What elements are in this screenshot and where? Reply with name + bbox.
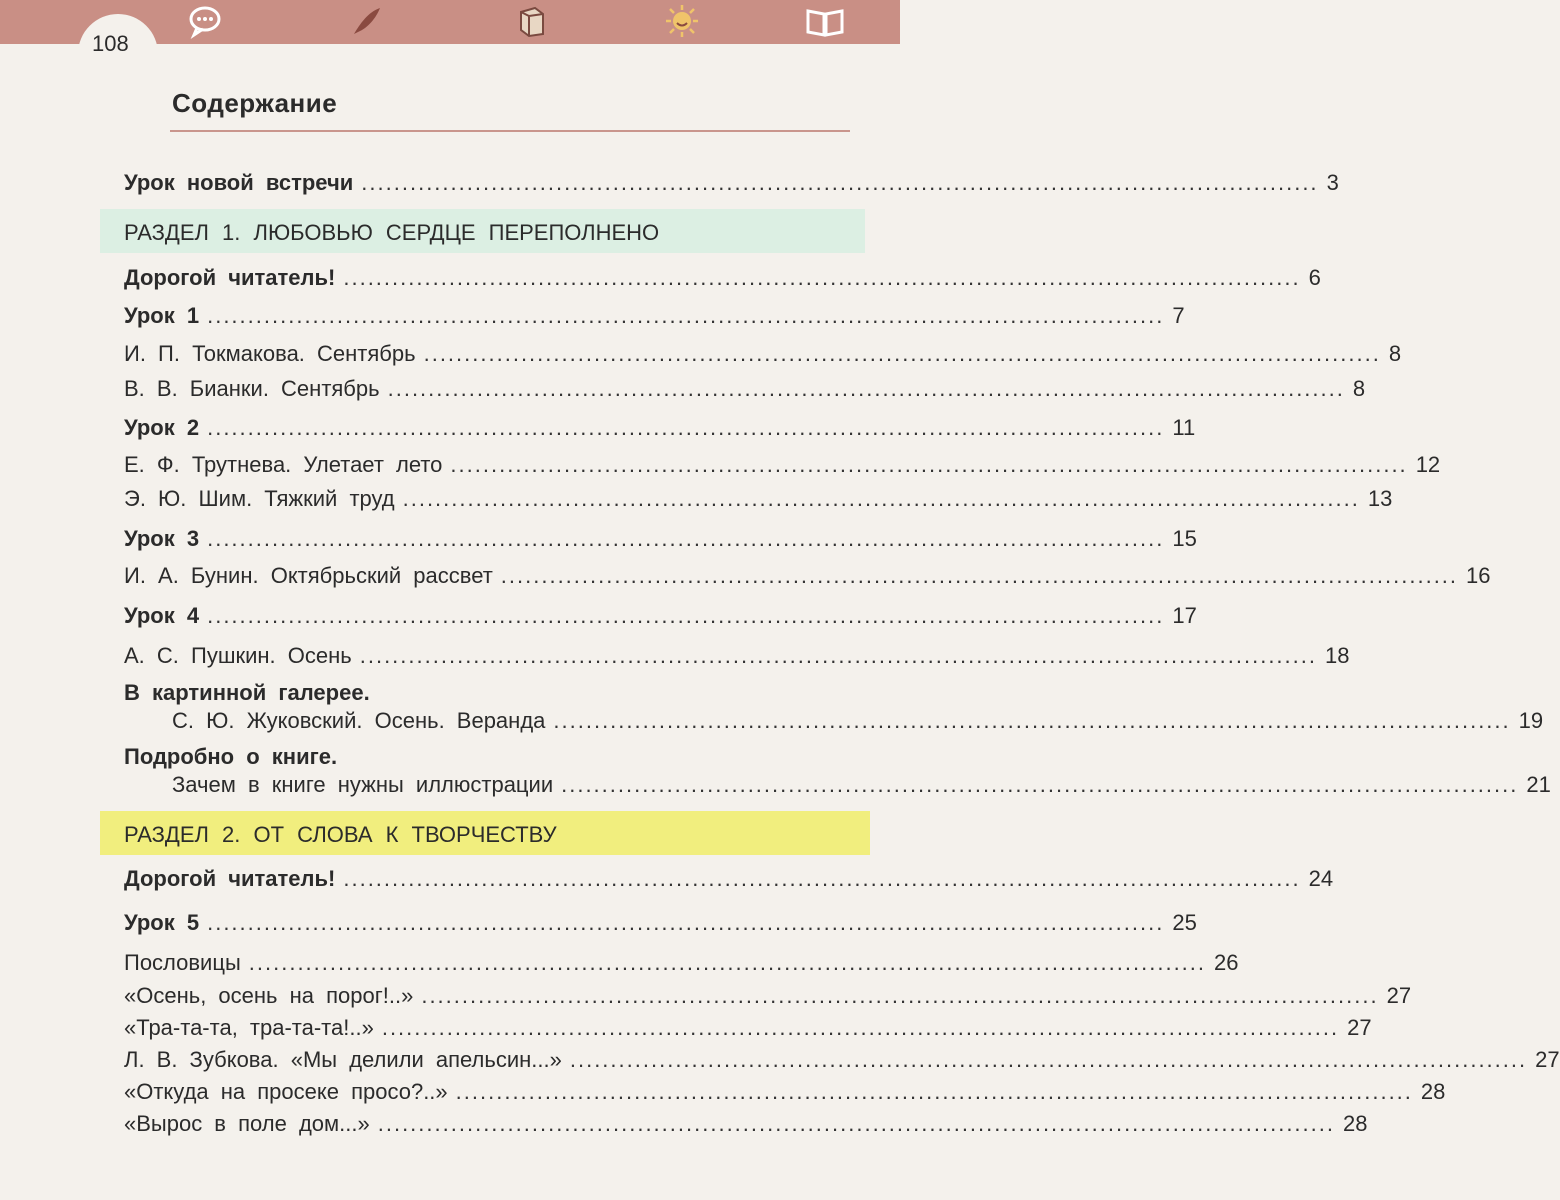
toc-entry[interactable]: Урок новой встречи ...................................................................................................................... 3 <box>124 170 1339 195</box>
toc-entry[interactable]: Пословицы ...................................................................................................................... 26 <box>124 950 1239 975</box>
toc-entry[interactable]: А. С. Пушкин. Осень ...................................................................................................................... 18 <box>124 643 1350 668</box>
subheading-gallery: В картинной галерее. <box>124 680 370 705</box>
speech-bubble-icon <box>188 4 222 38</box>
page-number: 108 <box>92 31 129 56</box>
toc-entry[interactable]: В. В. Бианки. Сентябрь ...................................................................................................................... 8 <box>124 376 1366 401</box>
subheading-about-book: Подробно о книге. <box>124 744 338 769</box>
toc-entry[interactable]: Дорогой читатель! ...................................................................................................................... 6 <box>124 265 1321 290</box>
toc-entry[interactable]: Урок 2 ...................................................................................................................... 11 <box>124 415 1196 440</box>
toc-entry[interactable]: Зачем в книге нужны иллюстрации ...................................................................................................................... 21 <box>172 772 1551 797</box>
toc-entry[interactable]: «Тра-та-та, тра-та-та!..» ...................................................................................................................... 27 <box>124 1015 1372 1040</box>
toc-entry[interactable]: Дорогой читатель! ...................................................................................................................... 24 <box>124 866 1334 891</box>
section-2-heading: РАЗДЕЛ 2. ОТ СЛОВА К ТВОРЧЕСТВУ <box>124 822 557 847</box>
toc-entry[interactable]: Урок 3 ...................................................................................................................... 15 <box>124 526 1197 551</box>
toc-entry[interactable]: Урок 1 ...................................................................................................................... 7 <box>124 303 1185 328</box>
open-book-icon <box>805 4 845 38</box>
toc-entry[interactable]: И. П. Токмакова. Сентябрь ...................................................................................................................... 8 <box>124 341 1402 366</box>
toc-entry[interactable]: «Вырос в поле дом...» ...................................................................................................................... 28 <box>124 1111 1368 1136</box>
toc-entry[interactable]: И. А. Бунин. Октябрьский рассвет ...................................................................................................................... 16 <box>124 563 1491 588</box>
toc-entry[interactable]: Л. В. Зубкова. «Мы делили апельсин...» ...................................................................................................................... 27 <box>124 1047 1560 1072</box>
toc-entry[interactable]: «Откуда на просеке просо?..» ...................................................................................................................... 28 <box>124 1079 1446 1104</box>
toc-entry[interactable]: Э. Ю. Шим. Тяжкий труд ...................................................................................................................... 13 <box>124 486 1393 511</box>
toc-entry[interactable]: Е. Ф. Трутнева. Улетает лето ...................................................................................................................... 12 <box>124 452 1441 477</box>
sun-icon <box>665 4 699 38</box>
toc-entry[interactable]: Урок 4 ...................................................................................................................... 17 <box>124 603 1197 628</box>
toc-entry[interactable]: Урок 5 ...................................................................................................................... 25 <box>124 910 1197 935</box>
feather-icon <box>350 4 384 38</box>
toc-entry[interactable]: «Осень, осень на порог!..» ...................................................................................................................... 27 <box>124 983 1412 1008</box>
page-title: Содержание <box>172 88 338 118</box>
toc-entry[interactable]: С. Ю. Жуковский. Осень. Веранда ...................................................................................................................... 19 <box>172 708 1544 733</box>
book-cube-icon <box>515 4 549 38</box>
section-1-heading: РАЗДЕЛ 1. ЛЮБОВЬЮ СЕРДЦЕ ПЕРЕПОЛНЕНО <box>124 220 660 245</box>
title-rule <box>170 130 850 132</box>
